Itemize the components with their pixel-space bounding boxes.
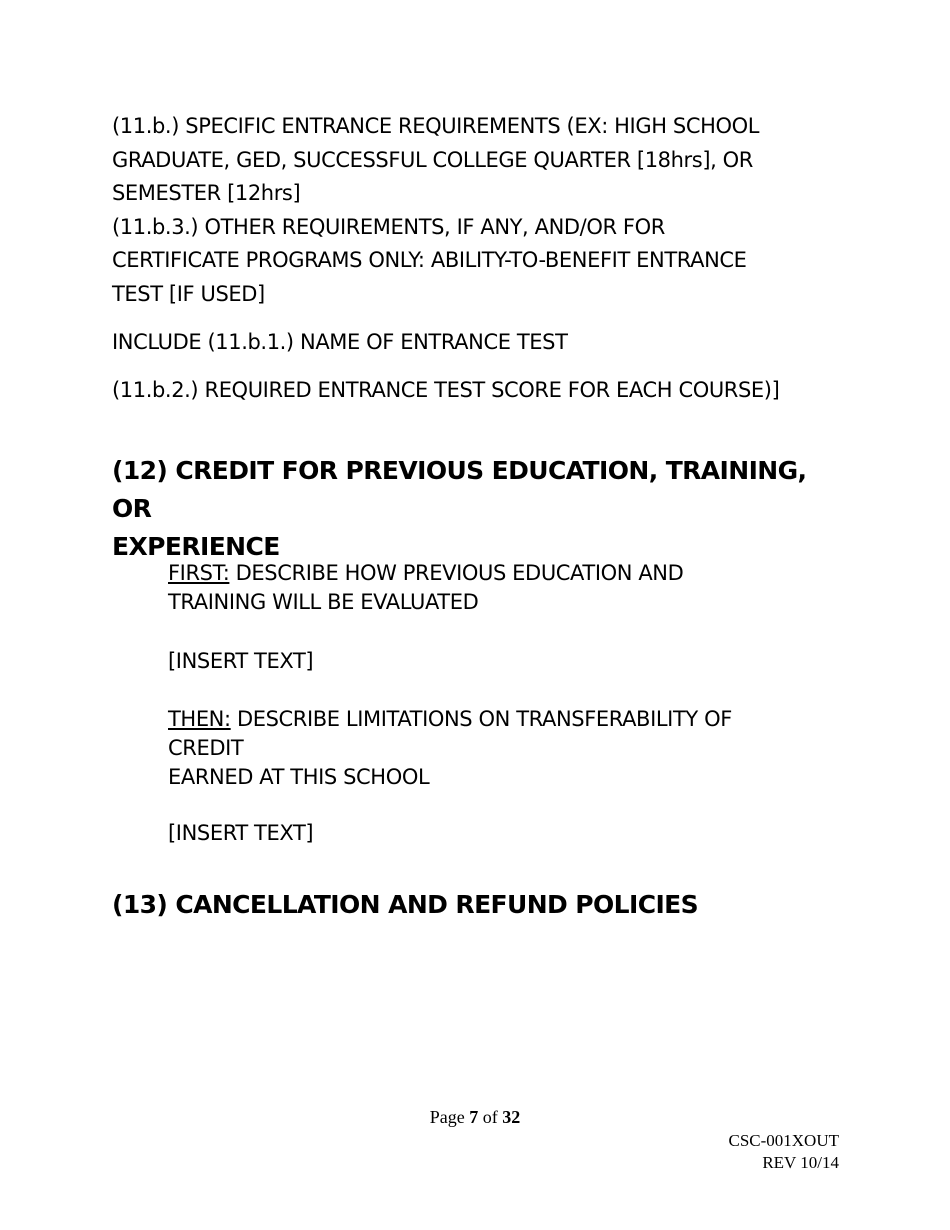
page-number [0,1107,950,1128]
section-12-heading [112,452,852,566]
section-13-heading: (13) CANCELLATION AND REFUND POLICIES [112,890,699,919]
heading-line: (12) CREDIT FOR PREVIOUS EDUCATION, TRAINING, OR [112,456,807,523]
first-text-continued: TRAINING WILL BE EVALUATED [168,590,479,614]
text-line: GRADUATE, GED, SUCCESSFUL COLLEGE QUARTER [18hrs], OR [112,147,753,172]
insert-text-placeholder-1: [INSERT TEXT] [168,649,314,673]
heading-line: EXPERIENCE [112,532,280,561]
form-code: CSC-001XOUT [728,1131,839,1150]
page-prefix: Page [429,1107,470,1127]
first-instruction [168,559,848,617]
first-label: FIRST: [168,561,230,585]
page-of: of [478,1107,503,1127]
entrance-test-score-line: (11.b.2.) REQUIRED ENTRANCE TEST SCORE FOR EACH COURSE)] [112,378,780,402]
then-text: DESCRIBE LIMITATIONS ON TRANSFERABILITY OF [230,707,732,731]
total-pages: 32 [502,1107,521,1127]
entrance-test-name-line: INCLUDE (11.b.1.) NAME OF ENTRANCE TEST [112,330,568,354]
form-code-block [728,1130,839,1174]
current-page: 7 [469,1107,479,1127]
then-instruction [168,705,848,792]
revision: REV 10/14 [762,1153,839,1172]
text-line: SEMESTER [12hrs] [112,181,301,205]
then-text-continued: CREDIT [168,736,244,760]
text-line: TEST [IF USED] [112,281,265,306]
then-text-continued: EARNED AT THIS SCHOOL [168,765,430,789]
text-line: (11.b.3.) OTHER REQUIREMENTS, IF ANY, AND/OR FOR [112,214,665,239]
then-label: THEN: [168,707,231,731]
text-line: CERTIFICATE PROGRAMS ONLY: ABILITY-TO-BENEFIT ENTRANCE [112,248,747,272]
text-line: (11.b.) SPECIFIC ENTRANCE REQUIREMENTS (EX: HIGH SCHOOL [112,114,760,138]
entrance-requirements-paragraph [112,110,852,311]
first-text: DESCRIBE HOW PREVIOUS EDUCATION AND [229,561,684,585]
insert-text-placeholder-2: [INSERT TEXT] [168,821,314,845]
